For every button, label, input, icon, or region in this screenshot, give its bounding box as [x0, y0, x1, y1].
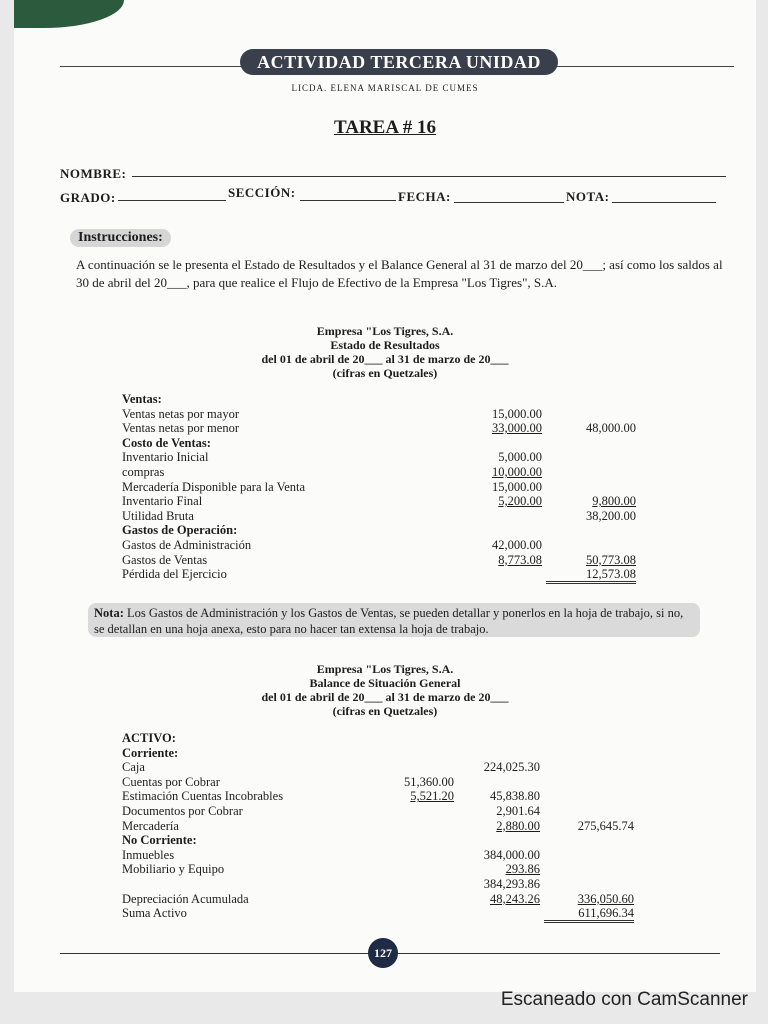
- balance-amount-c1: 51,360.00: [404, 774, 454, 789]
- title-rule-left: [60, 66, 246, 67]
- income-row-label: Gastos de Operación:: [122, 523, 238, 538]
- income-row-label: Ventas netas por mayor: [122, 406, 239, 421]
- income-company: Empresa "Los Tigres, S.A.: [316, 324, 454, 338]
- nota-label: NOTA:: [566, 189, 610, 204]
- balance-amount-c3: 611,696.34: [544, 906, 634, 923]
- balance-row-label: Mobiliario y Equipo: [122, 862, 225, 877]
- note-text: Los Gastos de Administración y los Gastos de Ventas, se pueden detallar y ponerlos en la hoja de trabajo, si no, se detallan en una hoja anexa, esto para no hacer tan extensa la hoja de trabajo.: [94, 606, 684, 636]
- income-amount-c2: 15,000.00: [492, 479, 542, 494]
- balance-amount-c2: 2,901.64: [496, 804, 540, 818]
- balance-amount-c2: 2,880.00: [496, 818, 540, 833]
- note-box: [88, 603, 700, 637]
- balance-row-label: Caja: [122, 760, 145, 775]
- income-row-label: Inventario Final: [122, 494, 203, 509]
- balance-amount-c3: 275,645.74: [577, 818, 634, 833]
- income-row-label: compras: [122, 465, 165, 479]
- balance-row-label: ACTIVO:: [122, 731, 176, 745]
- income-row-label: Utilidad Bruta: [122, 508, 194, 523]
- seccion-label: SECCIÓN:: [228, 185, 296, 200]
- balance-row-label: Depreciación Acumulada: [122, 891, 249, 906]
- income-row-label: Mercadería Disponible para la Venta: [122, 479, 306, 494]
- footer-rule-right: [396, 953, 720, 954]
- scanner-watermark: Escaneado con CamScanner: [500, 989, 748, 1010]
- income-amount-c2: 15,000.00: [492, 406, 542, 421]
- footer-rule-left: [60, 953, 370, 954]
- income-amount-c2: 33,000.00: [492, 421, 542, 436]
- grado-label: GRADO:: [60, 190, 116, 205]
- balance-amount-c2: 384,000.00: [483, 847, 540, 862]
- income-title: Estado de Resultados: [330, 338, 440, 352]
- income-amount-c2: 8,773.08: [498, 552, 542, 567]
- income-row-label: Gastos de Administración: [122, 538, 252, 552]
- instructions-text: A continuación se le presenta el Estado de Resultados y el Balance General al 31 de marzo del 20___; así como los saldos al 30 de abril del 20___, para que realice el Flujo de Efectivo de la Empresa "Los Tigres", S.A.: [76, 257, 723, 290]
- document-page: [14, 0, 756, 992]
- balance-period: del 01 de abril de 20___ al 31 de marzo de 20___: [261, 690, 509, 704]
- balance-row-label: No Corriente:: [122, 833, 197, 848]
- title-rule-right: [554, 66, 734, 67]
- balance-title: Balance de Situación General: [309, 676, 461, 690]
- balance-amount-c2: 224,025.30: [483, 760, 540, 775]
- income-row-label: Gastos de Ventas: [122, 552, 208, 567]
- balance-sheet-heading: [14, 662, 756, 718]
- nombre-label: NOMBRE:: [60, 166, 127, 181]
- balance-row-label: Cuentas por Cobrar: [122, 774, 220, 789]
- income-row-label: Costo de Ventas:: [122, 435, 211, 450]
- balance-company: Empresa "Los Tigres, S.A.: [316, 662, 454, 676]
- income-period: del 01 de abril de 20___ al 31 de marzo de 20___: [261, 352, 509, 366]
- income-row-label: Ventas:: [122, 392, 162, 406]
- seccion-field[interactable]: [300, 200, 396, 201]
- income-amount-c3: 38,200.00: [586, 508, 636, 523]
- instructions-label: Instrucciones:: [70, 229, 171, 247]
- page-number: 127: [368, 938, 398, 968]
- income-amount-c3: 9,800.00: [592, 494, 636, 509]
- balance-amount-c2: 45,838.80: [490, 789, 540, 804]
- balance-row-label: Suma Activo: [122, 906, 187, 921]
- balance-amount-c2: 48,243.26: [490, 891, 540, 906]
- balance-amount-c2: 384,293.86: [483, 877, 540, 891]
- income-amount-c2: 10,000.00: [492, 465, 542, 479]
- balance-row-label: Documentos por Cobrar: [122, 804, 243, 818]
- unit-banner: ACTIVIDAD TERCERA UNIDAD: [240, 49, 558, 75]
- income-amount-c2: 42,000.00: [492, 538, 542, 552]
- balance-units: (cifras en Quetzales): [332, 704, 438, 718]
- nota-field[interactable]: [612, 202, 716, 203]
- balance-row-label: Corriente:: [122, 745, 179, 760]
- author-name: LICDA. ELENA MARISCAL DE CUMES: [291, 83, 479, 93]
- fecha-label: FECHA:: [398, 189, 451, 204]
- corner-decoration: [14, 0, 124, 28]
- income-row-label: Pérdida del Ejercicio: [122, 567, 227, 582]
- balance-amount-c3: 336,050.60: [577, 891, 634, 906]
- income-amount-c3: 48,000.00: [586, 421, 636, 436]
- income-units: (cifras en Quetzales): [332, 366, 438, 380]
- income-row-label: Ventas netas por menor: [122, 421, 239, 436]
- income-amount-c2: 5,000.00: [498, 450, 542, 465]
- note-label: Nota:: [94, 606, 124, 620]
- balance-row-label: Estimación Cuentas Incobrables: [122, 789, 284, 804]
- income-amount-c3: 50,773.08: [586, 552, 636, 567]
- balance-amount-c2: 293.86: [505, 862, 540, 877]
- nombre-field[interactable]: [132, 176, 726, 177]
- fecha-field[interactable]: [454, 202, 564, 203]
- income-amount-c2: 5,200.00: [498, 494, 542, 509]
- grado-field[interactable]: [118, 200, 226, 201]
- balance-row-label: Mercadería: [122, 818, 179, 833]
- income-amount-c3: 12,573.08: [546, 567, 636, 584]
- balance-amount-c1: 5,521.20: [410, 789, 454, 804]
- income-statement-heading: [14, 324, 756, 380]
- income-row-label: Inventario Inicial: [122, 450, 209, 465]
- task-title: TAREA # 16: [333, 117, 437, 138]
- balance-row-label: Inmuebles: [122, 847, 175, 862]
